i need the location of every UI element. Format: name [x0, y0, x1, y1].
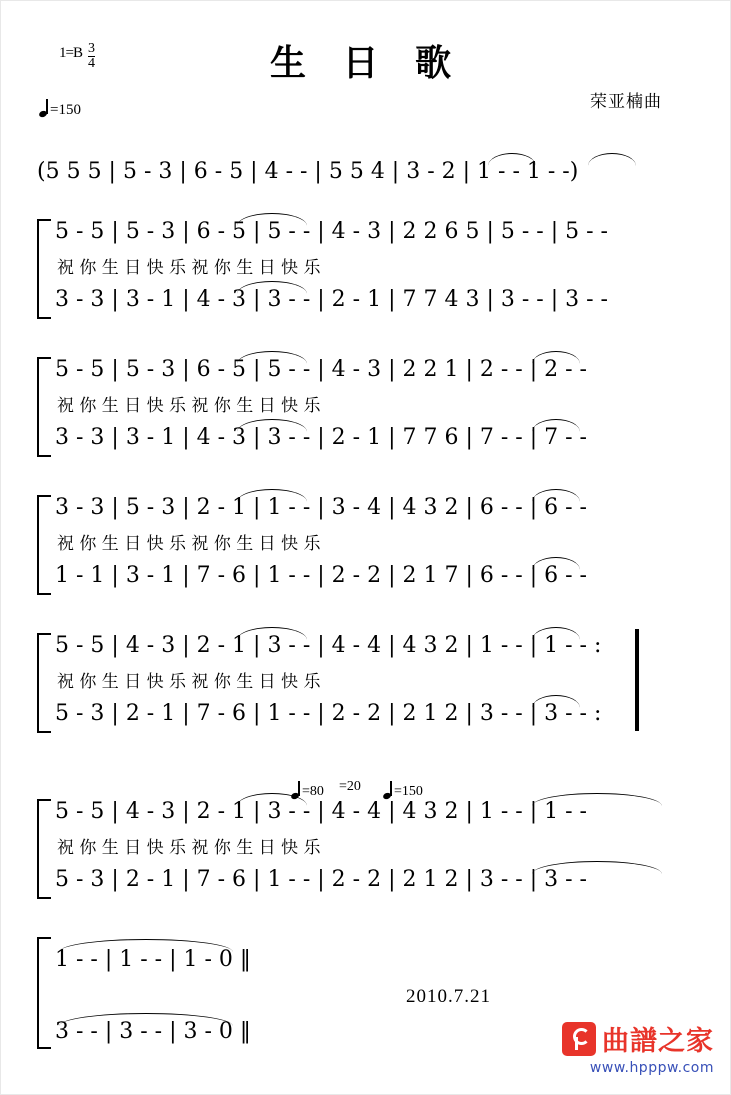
composer-credit: 荣亚楠曲 — [590, 92, 662, 112]
lower-voice-line: 1 - 1 | 3 - 1 | 7 - 6 | 1 - - | 2 - 2 | 2 1 7 | 6 - - | 6 - - — [55, 563, 587, 588]
slur-icon — [59, 1013, 233, 1026]
system-brace — [37, 495, 51, 595]
system-brace — [37, 937, 51, 1049]
slur-icon — [488, 153, 536, 166]
upper-voice-line: 5 - 5 | 4 - 3 | 2 - 1 | 3 - - | 4 - 4 | 4 3 2 | 1 - - | 1 - - : — [55, 633, 602, 658]
logo-row — [534, 1019, 714, 1058]
lyrics-line: 祝 你 生 日 快 乐 祝 你 生 日 快 乐 — [57, 258, 321, 278]
site-logo[interactable] — [534, 1019, 714, 1076]
upper-voice-line: 5 - 5 | 4 - 3 | 2 - 1 | 3 - - | 4 - 4 | 4 3 2 | 1 - - | 1 - - — [55, 799, 587, 824]
slur-icon — [237, 213, 307, 226]
logo-url[interactable]: www.hpppw.com — [589, 1060, 714, 1076]
slur-icon — [588, 153, 636, 166]
time-signature-numerator: 3 — [87, 41, 95, 56]
slur-icon — [237, 351, 307, 364]
repeat-barline — [635, 629, 639, 731]
slur-icon — [532, 627, 580, 640]
key-signature-label: 1= — [59, 45, 73, 61]
slur-icon — [532, 793, 662, 806]
slur-icon — [532, 351, 580, 364]
composition-date: 2010.7.21 — [406, 986, 491, 1007]
lower-voice-line: 5 - 3 | 2 - 1 | 7 - 6 | 1 - - | 2 - 2 | 2 1 2 | 3 - - | 3 - - — [55, 867, 587, 892]
lyrics-line: 祝 你 生 日 快 乐 祝 你 生 日 快 乐 — [57, 534, 321, 554]
system-brace — [37, 799, 51, 899]
time-signature-denominator: 4 — [87, 56, 95, 71]
slur-icon — [59, 939, 233, 952]
system-brace — [37, 633, 51, 733]
slur-icon — [237, 281, 307, 294]
lyrics-line: 祝 你 生 日 快 乐 祝 你 生 日 快 乐 — [57, 838, 321, 858]
system-brace — [37, 357, 51, 457]
page-title: 生 日 歌 — [269, 42, 464, 84]
slur-icon — [237, 419, 307, 432]
system-brace — [37, 219, 51, 319]
tempo-marking-main — [39, 101, 81, 119]
tempo-marking-20 — [339, 779, 361, 795]
upper-voice-line: 3 - 3 | 5 - 3 | 2 - 1 | 1 - - | 3 - 4 | 4 3 2 | 6 - - | 6 - - — [55, 495, 587, 520]
upper-voice-line: 5 - 5 | 5 - 3 | 6 - 5 | 5 - - | 4 - 3 | 2 2 6 5 | 5 - - | 5 - - — [55, 219, 608, 244]
intro-phrase: (5 5 5 | 5 - 3 | 6 - 5 | 4 - - | 5 5 4 | 3 - 2 | 1 - - 1 - -) — [37, 159, 579, 184]
lyrics-line: 祝 你 生 日 快 乐 祝 你 生 日 快 乐 — [57, 672, 321, 692]
slur-icon — [532, 695, 580, 708]
slur-icon — [532, 557, 580, 570]
tempo-marking-main-label: =150 — [50, 101, 81, 118]
slur-icon — [532, 489, 580, 502]
quarter-note-icon — [39, 101, 50, 119]
tempo-marking-80-label: =80 — [302, 784, 324, 799]
upper-voice-line: 5 - 5 | 5 - 3 | 6 - 5 | 5 - - | 4 - 3 | 2 2 1 | 2 - - | 2 - - — [55, 357, 587, 382]
lower-voice-line: 3 - 3 | 3 - 1 | 4 - 3 | 3 - - | 2 - 1 | 7 7 4 3 | 3 - - | 3 - - — [55, 287, 608, 312]
tempo-marking-150-label: =150 — [394, 784, 423, 799]
slur-icon — [237, 489, 307, 502]
lower-voice-line: 3 - 3 | 3 - 1 | 4 - 3 | 3 - - | 2 - 1 | 7 7 6 | 7 - - | 7 - - — [55, 425, 587, 450]
key-signature-note: B — [72, 45, 83, 61]
lower-voice-line: 3 - - | 3 - - | 3 - 0 ‖ — [55, 1019, 251, 1044]
music-note-logo-icon — [562, 1022, 596, 1056]
slur-icon — [532, 861, 662, 874]
lyrics-line: 祝 你 生 日 快 乐 祝 你 生 日 快 乐 — [57, 396, 321, 416]
slur-icon — [237, 627, 307, 640]
slur-icon — [532, 419, 580, 432]
tempo-marking-20-label: =20 — [339, 779, 361, 794]
upper-voice-line: 1 - - | 1 - - | 1 - 0 ‖ — [55, 947, 251, 972]
lower-voice-line: 5 - 3 | 2 - 1 | 7 - 6 | 1 - - | 2 - 2 | 2 1 2 | 3 - - | 3 - - : — [55, 701, 602, 726]
logo-name: 曲譜之家 — [602, 1026, 714, 1057]
